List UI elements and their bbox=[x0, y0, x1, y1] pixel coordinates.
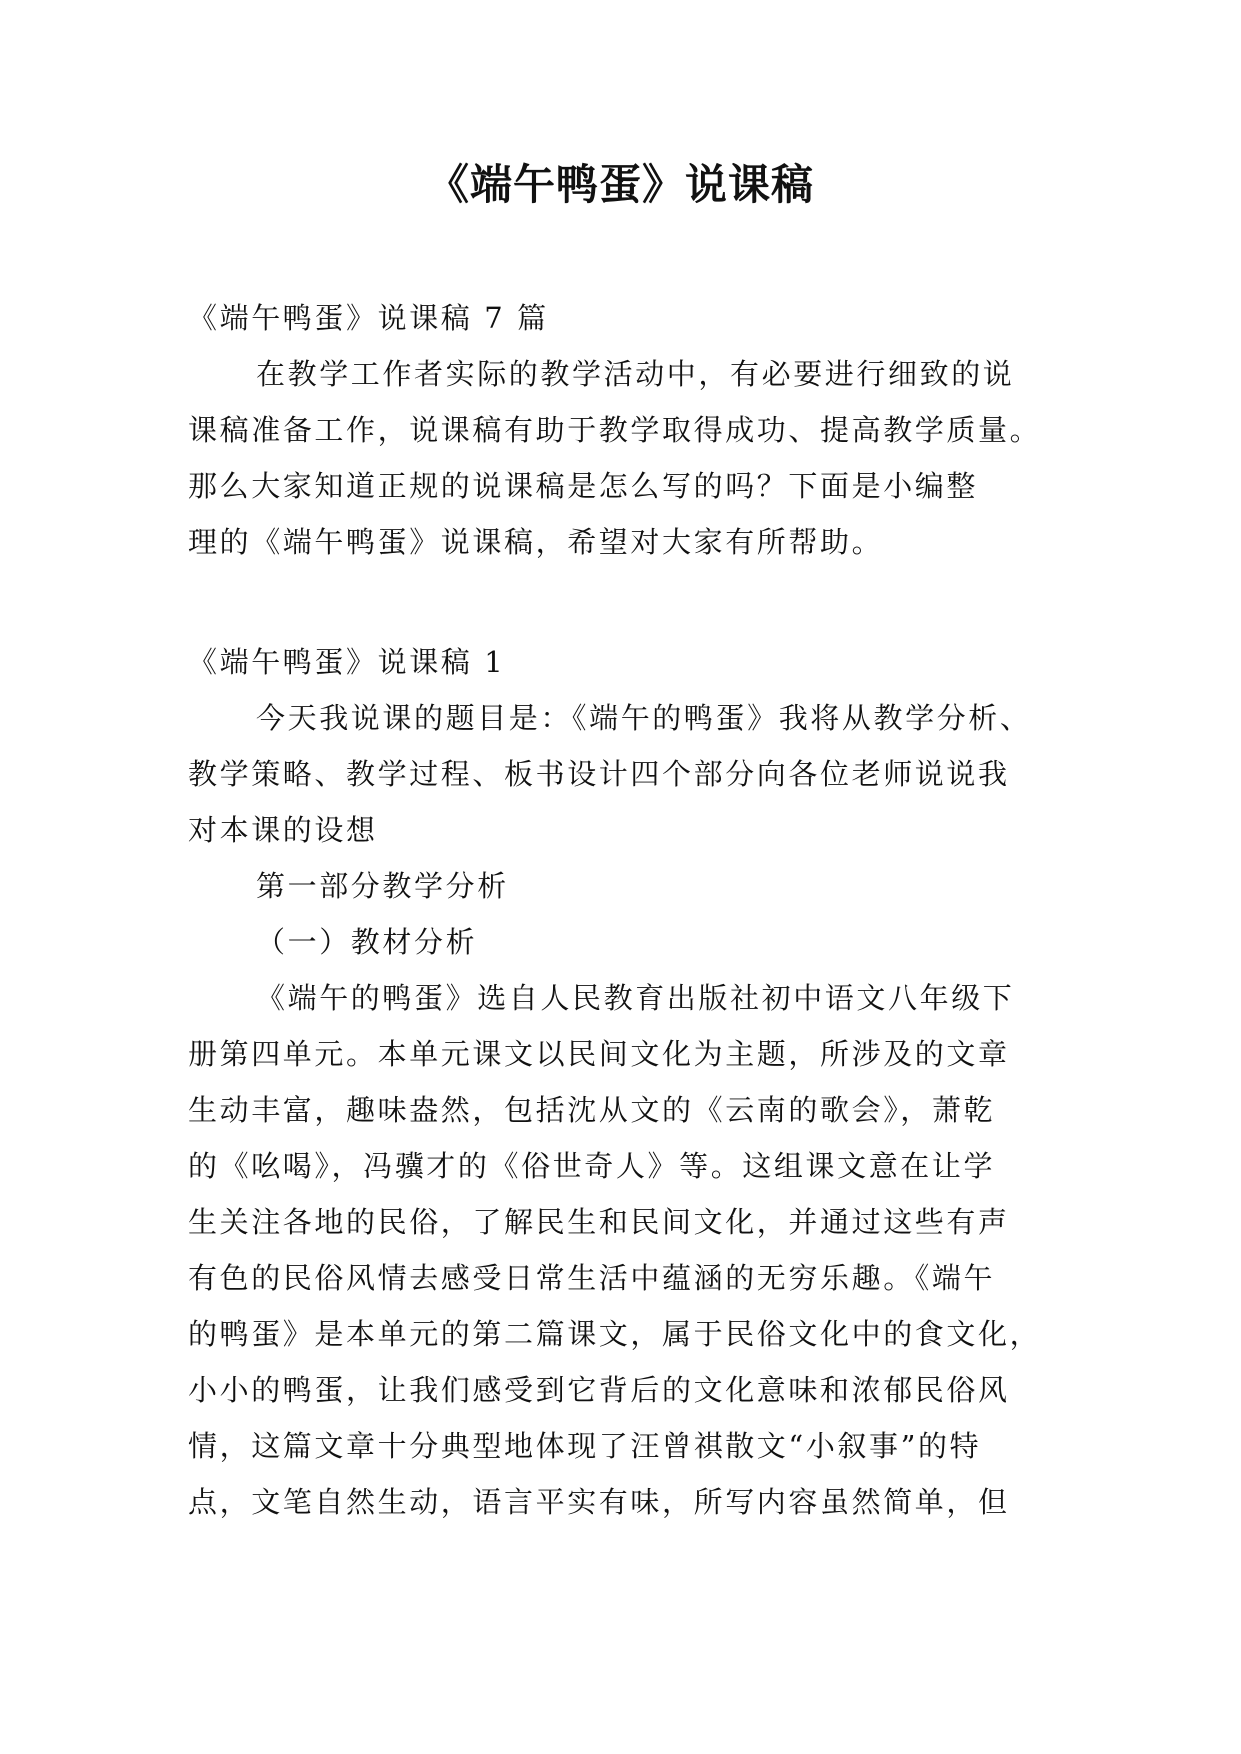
collection-heading: 《端午鸭蛋》说课稿 7 篇 bbox=[188, 301, 549, 335]
paragraph-line: 生动丰富，趣味盎然，包括沈从文的《云南的歌会》，萧乾 bbox=[188, 1093, 996, 1127]
intro-paragraph-line: 那么大家知道正规的说课稿是怎么写的吗？下面是小编整 bbox=[188, 469, 979, 503]
paragraph-line: 对本课的设想 bbox=[188, 813, 378, 847]
document-body bbox=[188, 290, 1063, 1530]
document-title: 《端午鸭蛋》说课稿 bbox=[426, 160, 814, 209]
paragraph-line: 的鸭蛋》是本单元的第二篇课文，属于民俗文化中的食文化， bbox=[188, 1317, 1042, 1351]
paragraph-line: 今天我说课的题目是：《端午的鸭蛋》我将从教学分析、 bbox=[256, 701, 1032, 735]
intro-paragraph-line: 理的《端午鸭蛋》说课稿，希望对大家有所帮助。 bbox=[188, 525, 884, 559]
section-spacer bbox=[188, 570, 1063, 634]
intro-paragraph-line: 在教学工作者实际的教学活动中，有必要进行细致的说 bbox=[256, 357, 1015, 391]
intro-paragraph-line: 课稿准备工作，说课稿有助于教学取得成功、提高教学质量。 bbox=[188, 413, 1042, 447]
paragraph-line: 生关注各地的民俗，了解民生和民间文化，并通过这些有声 bbox=[188, 1205, 1010, 1239]
paragraph-line: 有色的民俗风情去感受日常生活中蕴涵的无穷乐趣。《端午 bbox=[188, 1261, 996, 1295]
section-heading: 《端午鸭蛋》说课稿 1 bbox=[188, 645, 506, 679]
paragraph-line: 的《吆喝》，冯骥才的《俗世奇人》等。这组课文意在让学 bbox=[188, 1149, 996, 1183]
subsection-heading: （一）教材分析 bbox=[256, 925, 478, 959]
paragraph-line: 册第四单元。本单元课文以民间文化为主题，所涉及的文章 bbox=[188, 1037, 1010, 1071]
paragraph-line: 点，文笔自然生动，语言平实有味，所写内容虽然简单，但 bbox=[188, 1485, 1010, 1519]
paragraph-line: 《端午的鸭蛋》选自人民教育出版社初中语文八年级下 bbox=[256, 981, 1015, 1015]
part-heading: 第一部分教学分析 bbox=[256, 869, 509, 903]
paragraph-line: 小小的鸭蛋，让我们感受到它背后的文化意味和浓郁民俗风 bbox=[188, 1373, 1010, 1407]
paragraph-line: 情，这篇文章十分典型地体现了汪曾祺散文“小叙事”的特 bbox=[188, 1429, 982, 1463]
paragraph-line: 教学策略、教学过程、板书设计四个部分向各位老师说说我 bbox=[188, 757, 1010, 791]
